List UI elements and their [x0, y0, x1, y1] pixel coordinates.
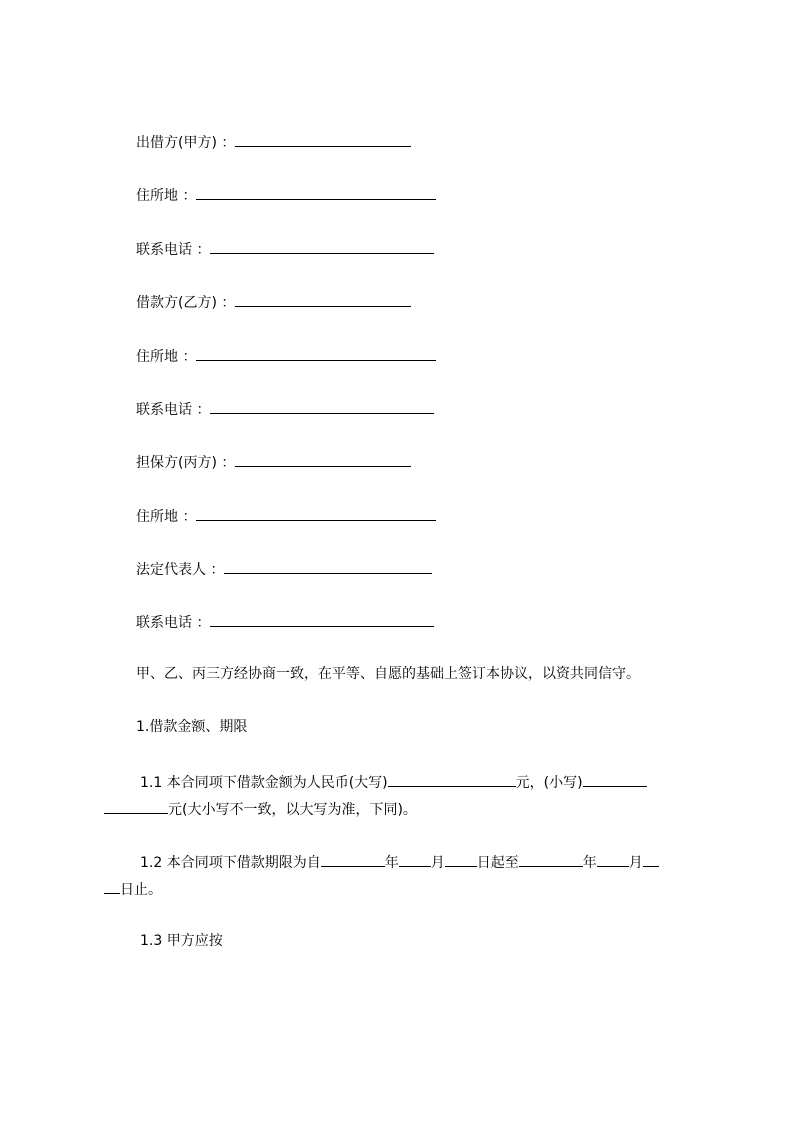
end-month-blank[interactable]	[597, 852, 629, 867]
start-day-label: 日起至	[476, 855, 519, 871]
guarantor-label: 担保方(丙方) ：	[136, 455, 236, 471]
borrower-address-label: 住所地 ：	[136, 349, 197, 365]
lender-phone-row	[136, 239, 434, 259]
borrower-phone-row	[136, 399, 434, 419]
start-year-label: 年	[384, 855, 399, 871]
lender-label: 出借方(甲方) ：	[136, 135, 236, 151]
clause-1-1-text-c: 元(大小写不一致，以大写为准，下同)。	[168, 802, 417, 818]
guarantor-phone-label: 联系电话 ：	[136, 615, 211, 631]
guarantor-rep-blank[interactable]	[224, 559, 432, 574]
end-month-label: 月	[628, 855, 643, 871]
start-year-blank[interactable]	[321, 852, 385, 867]
lender-phone-blank[interactable]	[210, 239, 434, 254]
clause-1-3: 1.3 甲方应按	[140, 933, 223, 949]
guarantor-row	[136, 452, 411, 472]
guarantor-address-blank[interactable]	[196, 506, 436, 521]
end-day-blank-2[interactable]	[104, 879, 120, 894]
start-month-label: 月	[430, 855, 445, 871]
clause-1-1-text-b: 元，(小写)	[515, 775, 583, 791]
clause-1-1-text-a: 1.1 本合同项下借款金额为人民币(大写)	[140, 775, 388, 791]
borrower-row	[136, 292, 411, 312]
borrower-phone-label: 联系电话 ：	[136, 402, 211, 418]
guarantor-blank[interactable]	[235, 452, 411, 467]
guarantor-address-row	[136, 506, 436, 526]
borrower-blank[interactable]	[235, 292, 411, 307]
lender-row	[136, 132, 411, 152]
guarantor-address-label: 住所地 ：	[136, 509, 197, 525]
clause-1-1-line-1	[140, 772, 647, 792]
amount-lowercase-blank-1[interactable]	[583, 772, 647, 787]
amount-lowercase-blank-2[interactable]	[104, 799, 168, 814]
lender-address-row	[136, 185, 436, 205]
borrower-address-blank[interactable]	[196, 346, 436, 361]
clause-1-2-text-a: 1.2 本合同项下借款期限为自	[140, 855, 321, 871]
guarantor-rep-label: 法定代表人 ：	[136, 562, 225, 578]
guarantor-phone-row	[136, 612, 434, 632]
lender-phone-label: 联系电话 ：	[136, 242, 211, 258]
amount-uppercase-blank[interactable]	[388, 772, 516, 787]
borrower-address-row	[136, 346, 436, 366]
end-year-label: 年	[582, 855, 597, 871]
start-day-blank[interactable]	[445, 852, 477, 867]
clause-1-2-line-2	[104, 879, 162, 899]
guarantor-phone-blank[interactable]	[210, 612, 434, 627]
lender-blank[interactable]	[235, 132, 411, 147]
lender-address-blank[interactable]	[196, 185, 436, 200]
intro-paragraph: 甲、乙、丙三方经协商一致，在平等、自愿的基础上签订本协议，以资共同信守。	[136, 666, 640, 682]
guarantor-rep-row	[136, 559, 432, 579]
borrower-label: 借款方(乙方) ：	[136, 295, 236, 311]
borrower-phone-blank[interactable]	[210, 399, 434, 414]
end-year-blank[interactable]	[519, 852, 583, 867]
section-1-title: 1.借款金额、期限	[136, 719, 248, 735]
clause-1-2-line-1	[140, 852, 659, 872]
end-day-blank-1[interactable]	[643, 852, 659, 867]
clause-1-1-line-2	[104, 799, 417, 819]
clause-1-2-text-end: 日止。	[120, 882, 162, 898]
lender-address-label: 住所地 ：	[136, 188, 197, 204]
start-month-blank[interactable]	[399, 852, 431, 867]
